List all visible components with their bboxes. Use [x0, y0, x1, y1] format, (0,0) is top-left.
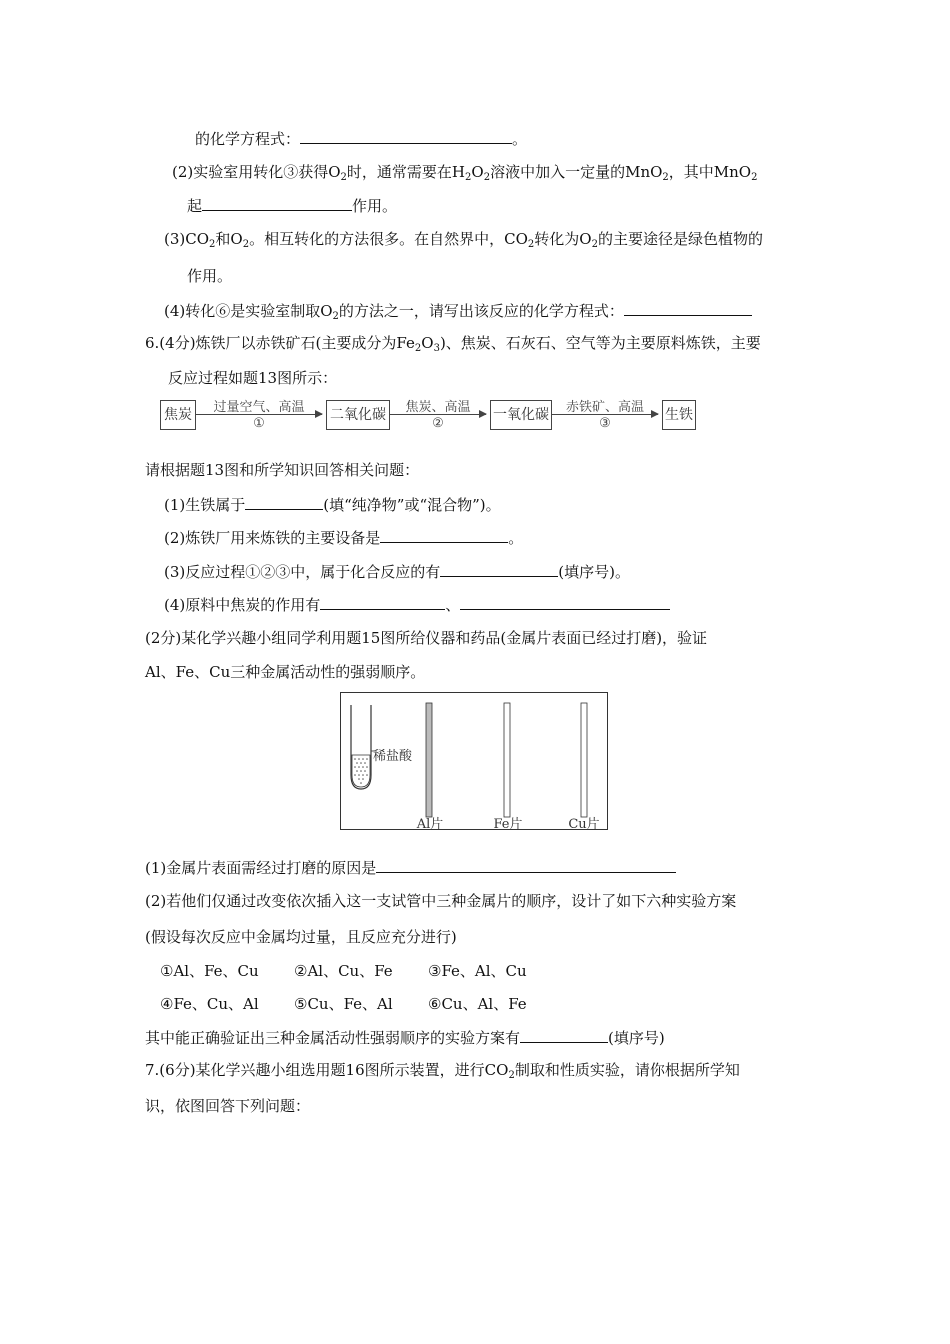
text: 起 [187, 197, 203, 215]
option-4: ④Fe、Cu、Al [160, 995, 259, 1013]
flow-box-co2: 二氧化碳 [326, 400, 390, 430]
text: 。相互转化的方法很多。在自然界中，CO [249, 230, 528, 248]
metals-q1 [145, 857, 676, 878]
metals-q2-assumption: (假设每次反应中金属均过量，且反应充分进行) [145, 928, 457, 946]
question-6-3 [164, 561, 630, 582]
question-5-2 [172, 162, 757, 182]
flow-arrow-2-step: ② [432, 416, 444, 431]
text: (1)金属片表面需经过打磨的原因是 [145, 859, 377, 877]
text: O [471, 163, 484, 181]
al-strip-label: Al片 [416, 817, 444, 832]
apparatus-figure [340, 692, 608, 830]
question-5-4 [164, 300, 752, 321]
text: (3)CO [164, 230, 210, 248]
text: 转化为O [534, 230, 592, 248]
text: )、焦炭、石灰石、空气等为主要原料炼铁，主要 [439, 334, 761, 352]
text: (填“纯净物”或“混合物”)。 [323, 496, 501, 514]
flow-arrow-2-condition: 焦炭、高温 [405, 400, 471, 415]
text: (填序号) [608, 1029, 665, 1047]
subscript: 2 [414, 343, 422, 354]
option-5: ⑤Cu、Fe、Al [294, 995, 393, 1013]
answer-blank[interactable] [245, 494, 323, 510]
text: 作用。 [187, 267, 233, 285]
text: O [421, 334, 434, 352]
text: 的化学方程式： [195, 130, 301, 148]
flow-arrow-1-step: ① [253, 416, 265, 431]
answer-blank[interactable] [376, 857, 676, 873]
text: 和O [215, 230, 243, 248]
answer-blank[interactable] [320, 594, 445, 610]
text: (4)转化⑥是实验室制取O [164, 302, 333, 320]
text: (2)实验室用转化③获得O [172, 163, 341, 181]
text: (1)生铁属于 [164, 496, 246, 514]
cu-strip [581, 703, 587, 817]
question-6-stem [145, 333, 761, 353]
subscript: 2 [662, 172, 669, 183]
flow-arrow-1-condition: 过量空气、高温 [213, 400, 305, 415]
ironmaking-flow-diagram [160, 396, 700, 434]
text: 。 [512, 130, 528, 148]
metals-q2: (2)若他们仅通过改变依次插入这一支试管中三种金属片的顺序，设计了如下六种实验方案 [145, 892, 737, 910]
text: (4)原料中焦炭的作用有 [164, 596, 321, 614]
text: ，其中MnO [668, 163, 752, 181]
fe-strip-label: Fe片 [493, 817, 523, 832]
subscript: 2 [527, 239, 535, 250]
text: 制取和性质实验，请你根据所学知 [514, 1061, 740, 1079]
answer-blank[interactable] [202, 195, 352, 211]
option-6: ⑥Cu、Al、Fe [428, 995, 527, 1013]
acid-label: 稀盐酸 [373, 749, 413, 764]
subscript: 2 [242, 239, 250, 250]
options-row-2 [160, 994, 527, 1014]
subscript: 2 [465, 172, 472, 183]
text: 、 [445, 596, 461, 614]
subscript: 2 [483, 172, 491, 183]
subscript: 2 [751, 172, 758, 183]
answer-blank[interactable] [624, 300, 752, 316]
option-2: ②Al、Cu、Fe [294, 962, 393, 980]
question-6-4 [164, 594, 670, 615]
subscript: 2 [508, 1070, 515, 1081]
answer-blank[interactable] [460, 594, 670, 610]
text: (填序号)。 [558, 563, 630, 581]
fe-strip [504, 703, 510, 817]
subscript: 2 [340, 172, 347, 183]
question-6-2 [164, 527, 523, 548]
question-5-2-cont [187, 195, 397, 216]
flow-box-coke: 焦炭 [160, 400, 196, 430]
flow-arrow-3-step: ③ [599, 416, 611, 431]
option-1: ①Al、Fe、Cu [160, 962, 259, 980]
text: (3)反应过程①②③中，属于化合反应的有 [164, 563, 441, 581]
text: 溶液中加入一定量的MnO [490, 163, 663, 181]
flow-box-pig-iron: 生铁 [662, 400, 696, 430]
answer-blank[interactable] [520, 1027, 608, 1043]
metals-question-stem-cont: Al、Fe、Cu三种金属活动性的强弱顺序。 [145, 663, 426, 681]
options-row-1 [160, 961, 527, 981]
text: 作用。 [352, 197, 398, 215]
subscript: 2 [591, 239, 598, 250]
text: 时，通常需要在H [346, 163, 466, 181]
answer-blank[interactable] [380, 527, 508, 543]
answer-blank[interactable] [300, 128, 512, 144]
text: 的方法之一，请写出该反应的化学方程式： [338, 302, 624, 320]
question-5-3-cont [187, 265, 232, 286]
subscript: 3 [433, 343, 440, 354]
question-7-stem [145, 1060, 740, 1080]
metals-q3 [145, 1027, 665, 1048]
question-6-stem-cont: 反应过程如题13图所示： [168, 369, 338, 387]
text: 的主要途径是绿色植物的 [597, 230, 763, 248]
question-7-stem-cont: 识，依图回答下列问题： [145, 1097, 311, 1115]
text: (2)炼铁厂用来炼铁的主要设备是 [164, 529, 381, 547]
subscript: 2 [209, 239, 216, 250]
option-3: ③Fe、Al、Cu [428, 962, 527, 980]
question-6-instruction: 请根据题13图和所学知识回答相关问题： [145, 461, 420, 479]
equation-prompt-line [195, 128, 527, 149]
question-6-1 [164, 494, 501, 515]
metals-question-stem: (2分)某化学兴趣小组同学利用题15图所给仪器和药品(金属片表面已经过打磨)，验证 [145, 629, 708, 647]
flow-box-co: 一氧化碳 [490, 400, 552, 430]
text: 7.(6分)某化学兴趣小组选用题16图所示装置，进行CO [145, 1061, 509, 1079]
text: 其中能正确验证出三种金属活动性强弱顺序的实验方案有 [145, 1029, 521, 1047]
subscript: 2 [332, 311, 339, 322]
question-5-3 [164, 229, 763, 249]
answer-blank[interactable] [440, 561, 558, 577]
text: 6.(4分)炼铁厂以赤铁矿石(主要成分为Fe [145, 334, 415, 352]
cu-strip-label: Cu片 [568, 817, 600, 832]
text: 。 [508, 529, 524, 547]
al-strip [426, 703, 432, 817]
flow-arrow-3-condition: 赤铁矿、高温 [565, 400, 644, 415]
